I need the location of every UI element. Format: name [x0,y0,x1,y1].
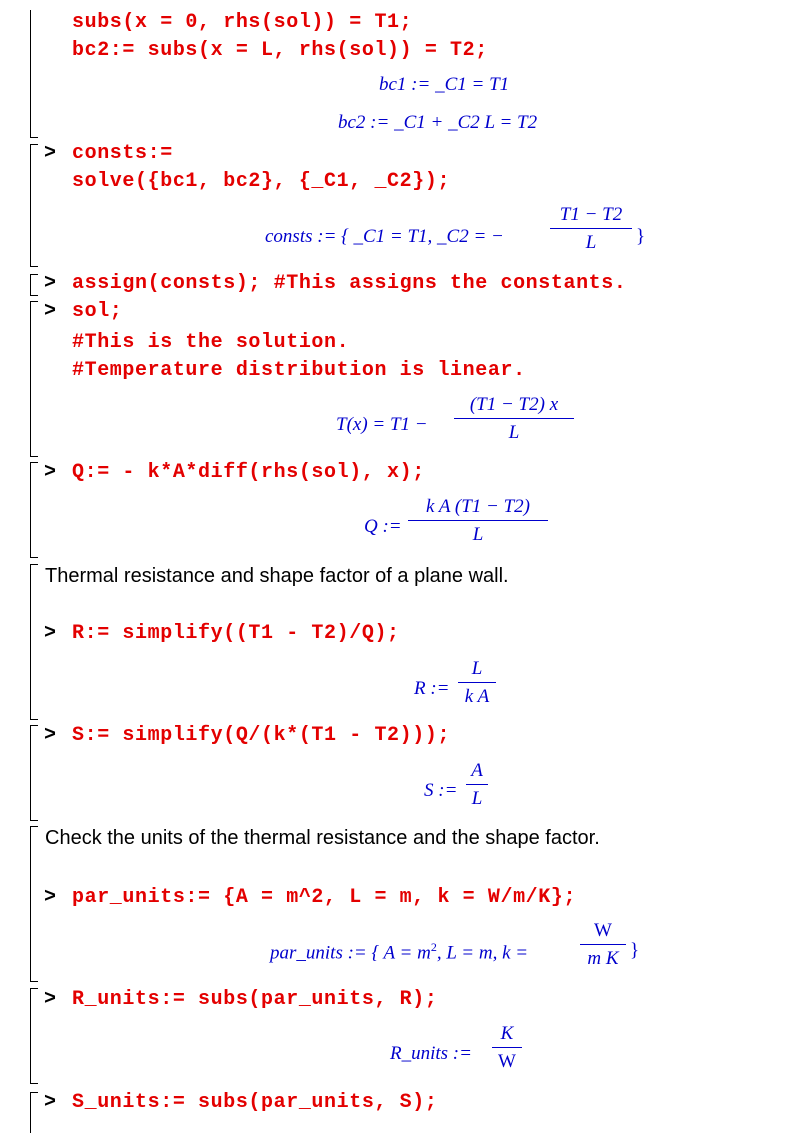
group-bracket[interactable] [30,10,38,138]
output-r-units: R_units := [390,1043,472,1064]
input-line[interactable]: #This is the solution. [72,331,350,354]
input-line[interactable]: subs(x = 0, rhs(sol)) = T1; [72,11,413,34]
fraction: k A (T1 − T2) L [408,496,548,546]
fraction: L k A [458,658,496,708]
group-bracket[interactable] [30,274,38,296]
prompt-symbol: > [44,622,57,645]
output-par-units-close: } [630,940,640,961]
fraction: K W [492,1023,522,1073]
output-consts: consts := { _C1 = T1, _C2 = − [265,226,504,247]
group-bracket[interactable] [30,1092,38,1133]
output-consts-close: } [636,226,646,247]
input-line[interactable]: sol; [72,300,123,323]
group-bracket[interactable] [30,826,38,982]
output-bc2: bc2 := _C1 + _C2 L = T2 [338,112,538,133]
prompt-symbol: > [44,142,57,165]
input-line[interactable]: Q:= - k*A*diff(rhs(sol), x); [72,461,425,484]
fraction: W m K [580,920,626,970]
input-line[interactable]: S:= simplify(Q/(k*(T1 - T2))); [72,724,451,747]
fraction: A L [466,760,488,810]
input-line[interactable]: solve({bc1, bc2}, {_C1, _C2}); [72,170,451,193]
group-bracket[interactable] [30,988,38,1084]
input-line[interactable]: #Temperature distribution is linear. [72,359,526,382]
group-bracket[interactable] [30,564,38,720]
prompt-symbol: > [44,461,57,484]
input-line[interactable]: consts:= [72,142,173,165]
prompt-symbol: > [44,988,57,1011]
input-line[interactable]: par_units:= {A = m^2, L = m, k = W/m/K}; [72,886,577,909]
prompt-symbol: > [44,886,57,909]
prompt-symbol: > [44,724,57,747]
output-par-units: par_units := { $A = m^2$, L = m, k = [270,940,529,964]
text-paragraph: Check the units of the thermal resistance and the shape factor. [45,827,600,849]
text-paragraph: Thermal resistance and shape factor of a plane wall. [45,565,509,587]
input-line[interactable]: S_units:= subs(par_units, S); [72,1091,438,1114]
fraction: T1 − T2 L [550,204,632,254]
input-line[interactable]: R:= simplify((T1 - T2)/Q); [72,622,400,645]
output-r: R := [414,678,450,699]
input-line[interactable]: bc2:= subs(x = L, rhs(sol)) = T2; [72,39,488,62]
prompt-symbol: > [44,272,57,295]
output-sol: T(x) = T1 − [336,414,428,435]
prompt-symbol: > [44,1091,57,1114]
input-line[interactable]: R_units:= subs(par_units, R); [72,988,438,1011]
output-bc1: bc1 := _C1 = T1 [379,74,510,95]
group-bracket[interactable] [30,462,38,558]
group-bracket[interactable] [30,144,38,267]
output-q: Q := [364,516,402,537]
output-s: S := [424,780,458,801]
group-bracket[interactable] [30,301,38,457]
input-line[interactable]: assign(consts); #This assigns the constants. [72,272,627,295]
prompt-symbol: > [44,300,57,323]
group-bracket[interactable] [30,725,38,821]
fraction: (T1 − T2) x L [454,394,574,444]
